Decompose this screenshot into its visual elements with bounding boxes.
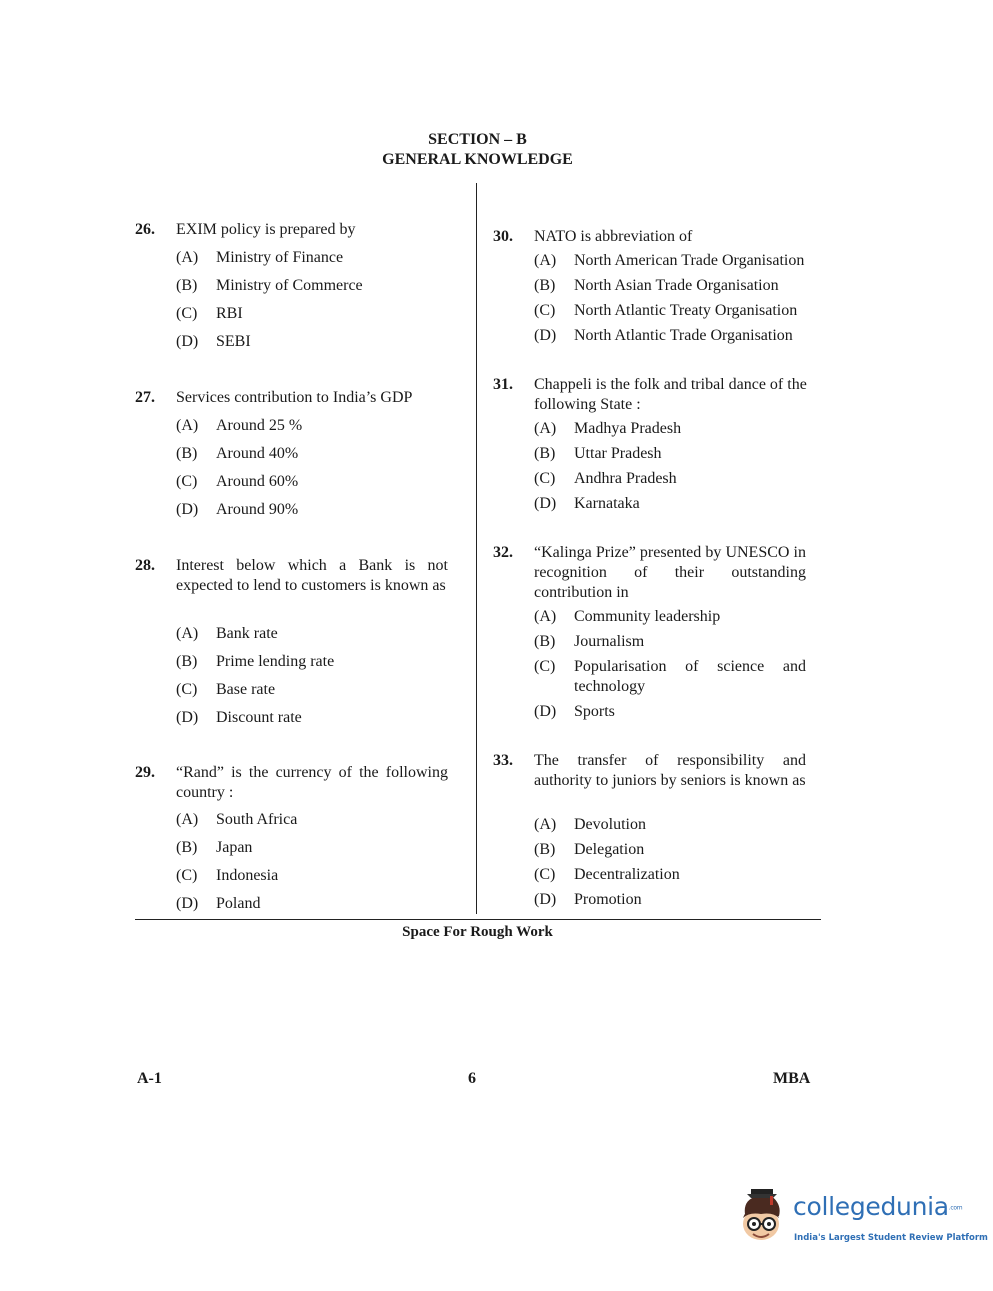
question-text: “Rand” is the currency of the following country : (176, 764, 448, 801)
question-text: Interest below which a Bank is not expected to lend to customers is known as (176, 557, 448, 594)
question-number: 29. (135, 764, 155, 781)
option-label: (B) (534, 841, 556, 858)
option-text: Sports (574, 703, 615, 720)
option-text: Popularisation of science and technology (574, 658, 806, 695)
option-text: Ministry of Commerce (216, 277, 363, 294)
option-text: Andhra Pradesh (574, 470, 677, 487)
option-label: (C) (176, 681, 198, 698)
option-label: (A) (534, 816, 557, 833)
option-text: North Asian Trade Organisation (574, 277, 779, 294)
option-label: (B) (534, 445, 556, 462)
option-text: Around 40% (216, 445, 299, 462)
option-label: (C) (534, 302, 556, 319)
logo-tagline: India's Largest Student Review Platform (794, 1233, 988, 1243)
option-text: Community leadership (574, 608, 721, 625)
option-text: South Africa (216, 811, 298, 828)
option-label: (A) (534, 608, 557, 625)
question-text: NATO is abbreviation of (534, 228, 693, 245)
option-text: Journalism (574, 633, 645, 650)
footer-right: MBA (773, 1070, 811, 1087)
option-label: (B) (176, 445, 198, 462)
option-label: (A) (534, 420, 557, 437)
question-number: 27. (135, 389, 155, 406)
option-label: (A) (176, 417, 199, 434)
option-label: (B) (176, 277, 198, 294)
page-number: 6 (468, 1070, 476, 1087)
question-number: 31. (493, 376, 513, 393)
option-text: Ministry of Finance (216, 249, 344, 266)
question-number: 26. (135, 221, 155, 238)
option-text: RBI (216, 305, 243, 322)
rough-work-label: Space For Rough Work (402, 924, 553, 940)
option-label: (C) (176, 867, 198, 884)
question-number: 32. (493, 544, 513, 561)
option-text: Prime lending rate (216, 653, 335, 670)
option-text: Japan (216, 839, 253, 856)
option-label: (B) (176, 653, 198, 670)
section-title: SECTION – B (428, 131, 527, 148)
rough-work-divider (135, 919, 821, 920)
question-text: Chappeli is the folk and tribal dance of the following State : (534, 376, 807, 413)
logo-domain: .com (948, 1204, 963, 1212)
column-divider (476, 183, 477, 914)
question-text: The transfer of responsibility and authority to juniors by seniors is known as (534, 752, 806, 789)
logo-wordmark: collegedunia.com (793, 1192, 963, 1221)
question-text: EXIM policy is prepared by (176, 221, 356, 238)
option-label: (D) (534, 703, 557, 720)
option-label: (D) (534, 495, 557, 512)
question-text: “Kalinga Prize” presented by UNESCO in recognition of their outstanding contribution in (534, 544, 806, 601)
option-label: (B) (176, 839, 198, 856)
option-label: (D) (534, 327, 557, 344)
option-label: (C) (534, 866, 556, 883)
option-text: SEBI (216, 333, 251, 350)
option-label: (D) (176, 501, 199, 518)
mascot-icon (737, 1188, 793, 1248)
option-label: (B) (534, 633, 556, 650)
option-label: (D) (176, 709, 199, 726)
option-text: Base rate (216, 681, 276, 698)
option-text: Promotion (574, 891, 642, 908)
option-text: Around 25 % (216, 417, 303, 434)
option-text: Uttar Pradesh (574, 445, 662, 462)
option-text: Bank rate (216, 625, 278, 642)
option-label: (A) (534, 252, 557, 269)
option-label: (D) (176, 333, 199, 350)
question-text: Services contribution to India’s GDP (176, 389, 413, 406)
collegedunia-logo (737, 1188, 988, 1248)
option-label: (D) (534, 891, 557, 908)
option-text: North Atlantic Trade Organisation (574, 327, 793, 344)
option-label: (A) (176, 249, 199, 266)
option-label: (A) (176, 811, 199, 828)
option-text: Around 60% (216, 473, 299, 490)
option-label: (A) (176, 625, 199, 642)
option-text: Around 90% (216, 501, 299, 518)
option-label: (C) (176, 473, 198, 490)
option-text: Decentralization (574, 866, 680, 883)
option-label: (B) (534, 277, 556, 294)
option-text: Discount rate (216, 709, 302, 726)
option-text: Indonesia (216, 867, 279, 884)
option-text: North American Trade Organisation (574, 252, 805, 269)
option-label: (D) (176, 895, 199, 912)
option-label: (C) (534, 470, 556, 487)
option-label: (C) (176, 305, 198, 322)
option-label: (C) (534, 658, 556, 675)
option-text: Delegation (574, 841, 645, 858)
option-text: Poland (216, 895, 261, 912)
section-subtitle: GENERAL KNOWLEDGE (382, 151, 573, 168)
option-text: North Atlantic Treaty Organisation (574, 302, 798, 319)
question-number: 28. (135, 557, 155, 574)
option-text: Karnataka (574, 495, 640, 512)
option-text: Devolution (574, 816, 646, 833)
question-number: 33. (493, 752, 513, 769)
question-number: 30. (493, 228, 513, 245)
option-text: Madhya Pradesh (574, 420, 682, 437)
footer-left: A-1 (137, 1070, 162, 1087)
